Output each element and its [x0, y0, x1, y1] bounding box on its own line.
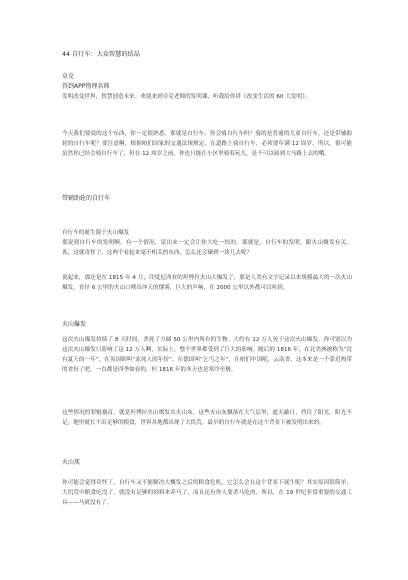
section-heading-training-wheels: 带辅助轮的自行车	[62, 195, 111, 202]
intro-paragraph: 今天我们要说的这个东西，你一定很熟悉，那就是自行车。你会骑自行车吗？骑的是普通的儿童自行车，还是带辅助轮的自行车呢？要注意啊，根据咱们国家的交通法规规定，在道路上骑自行车，必须要年满 12 周岁。所以，很可能虽然你已经会骑自行车了，但在 12 周岁之前，你也只能在小区里骑着玩儿，是不可以骑到大马路上去的哦。	[62, 131, 352, 157]
section-heading-eruption: 火山爆发	[62, 321, 87, 328]
paragraph-volcanic-ash-cause: 这些情况的罪魁祸首，就是坦博拉火山喷发出火山灰。这些火山灰飘落在大气层里，遮天蔽日，挡住了阳光。阳光不足，地里就长不出足够的粮食，世界各地都出现了大饥荒，最早的自行车就是在这个背景下被发明出来的。	[62, 410, 352, 426]
paragraph-1815-eruption: 说起来，那还是在 1815 年 4 月，印度尼西亚的坦博拉火山大爆发了，那是人类有文字记录以来规模最大的一次火山爆发，直径 6 公里的火山口喷出冲天的烟雾，巨大的声响，在 2000 公里以外都可以听到。	[62, 275, 352, 291]
subheading-volcano-origin: 自行车的诞生源于火山爆发	[62, 230, 130, 236]
author-block	[62, 72, 109, 92]
paragraph-famine-horses: 你可能会觉得奇怪了，自行车又不能解决大概发之后的粮食危机，它怎么会在这个背景下诞生呢？其实原因很简单，大饥荒中粮食吃没了，就没有足够的饲料来养马了，而且还有你人要杀马吃肉。所以，在 19 世纪非常重要的交通工具——马就没有了。	[62, 480, 352, 506]
document-page	[62, 0, 352, 580]
section-heading-volcanic-ash: 火山灰	[62, 459, 81, 466]
author-name: 卓克	[62, 73, 75, 80]
author-intro: 发明改变世界，智慧创造未来。欢迎来到卓克老师的发明课，听我给你讲《改变生活的 60 大发明》。	[62, 94, 311, 100]
article-title: 44 自行车：大众智慧的结晶	[62, 51, 140, 58]
author-org: 得到APP物理名师	[62, 83, 110, 90]
paragraph-bicycle-volcano: 那说到自行车的发明啊，有一个情况，说出来一定会让你大吃一惊的，那就是，自行车的发明，跟火山爆发有关。诶，这就奇怪了，这两个看起来毫不相关的东西，怎么还会碰到一块儿去呢？	[62, 240, 352, 256]
paragraph-eruption-effects: 这次火山爆发持续了 8 天时间，杀死了方圆 50 公里内所有的生物。大约有 12 万人死于这次火山爆发。你可别以为这次火山爆发只影响了这 12 万人啊，实际上，整个世界都受到了巨大的影响。随后的 1816 年，在北美洲被称为“没有夏天的一年”，在英国则叫“冻死人的年份”，在德国叫“乞丐之年”，在咱们中国呢，云南省，这本来是一个靠近热带的省份了吧，一直都是四季如春的，但 1816 年的冬天也是寒冷至极。	[62, 337, 352, 373]
